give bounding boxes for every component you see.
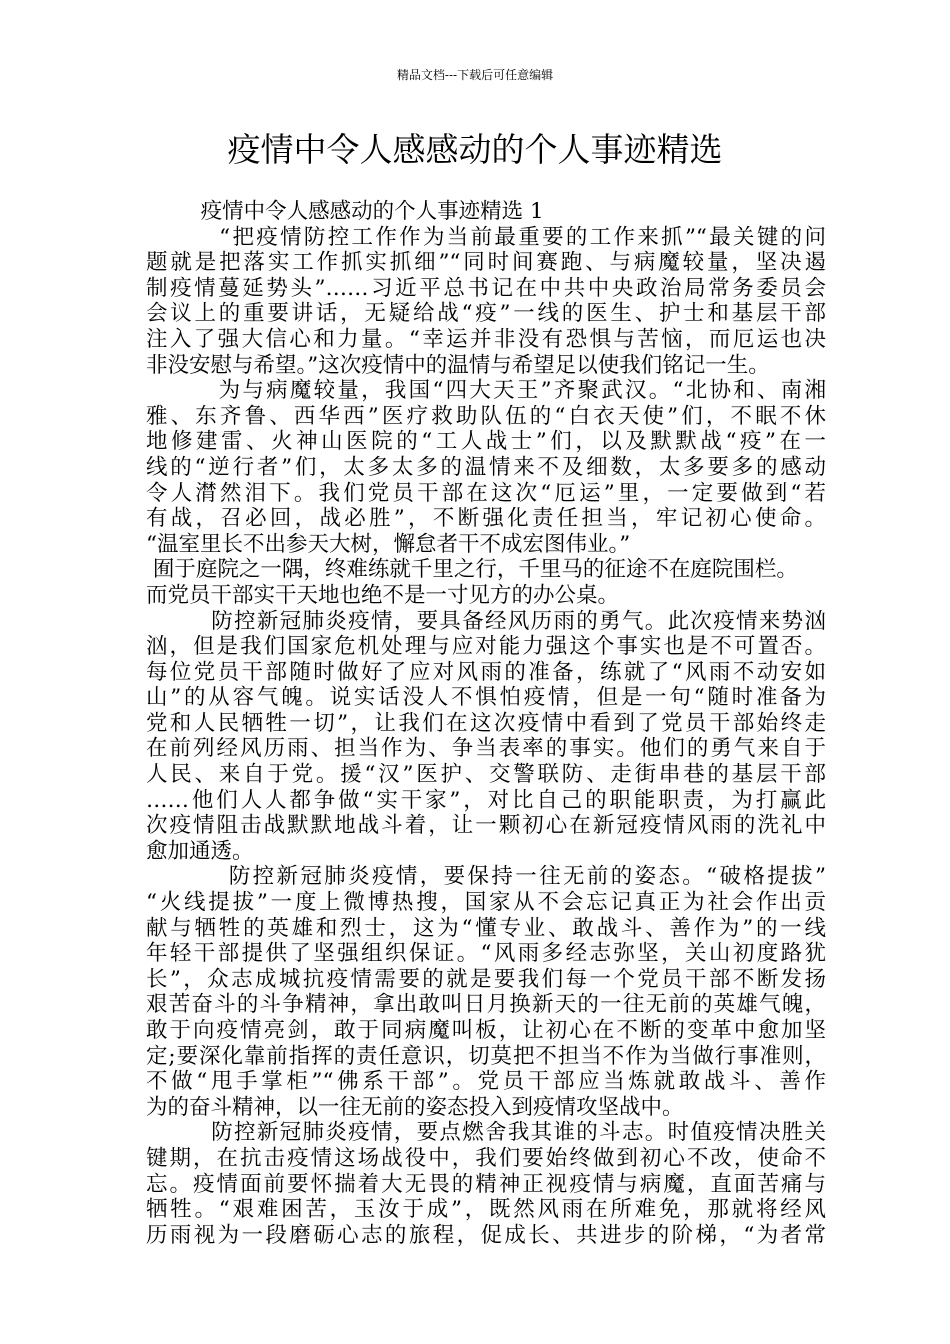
- text-line: 囿于庭院之一隅，终难练就千里之行，千里马的征途不在庭院围栏。: [146, 557, 798, 583]
- text-line: 定;要深化靠前指挥的责任意识，切莫把不担当不作为当做行事准则，: [146, 1043, 826, 1069]
- text-line: 山”的从容气魄。说实话没人不惧怕疫情，但是一句“随时准备为: [146, 685, 826, 711]
- text-line: 历雨视为一段磨砺心志的旅程，促成长、共进步的阶梯，“为者常: [146, 1222, 826, 1248]
- text-line: “温室里长不出参天大树，懈怠者干不成宏图伟业。”: [146, 531, 631, 557]
- text-line: ……他们人人都争做“实干家”，对比自己的职能职责，为打赢此: [146, 787, 826, 813]
- text-line: 不做“甩手掌柜”“佛系干部”。党员干部应当炼就敢战斗、善作: [146, 1069, 826, 1095]
- text-line: 有战，召必回，战必胜”，不断强化责任担当，牢记初心使命。: [146, 506, 826, 532]
- text-line: 献与牺牲的英雄和烈士，这为“懂专业、敢战斗、善作为”的一线: [146, 915, 826, 941]
- text-line: 会议上的重要讲话，无疑给战“疫”一线的医生、护士和基层干部: [146, 301, 826, 327]
- text-line: 线的“逆行者”们，太多太多的温情来不及细数，太多要多的感动: [146, 454, 826, 480]
- text-line: 年轻干部提供了坚强组织保证。“风雨多经志弥坚，关山初度路犹: [146, 941, 826, 967]
- text-line: 注入了强大信心和力量。“幸运并非没有恐惧与苦恼，而厄运也决: [146, 326, 826, 352]
- body-text: [146, 199, 826, 1248]
- text-line: 雅、东齐鲁、西华西”医疗救助队伍的“白衣天使”们，不眠不休: [146, 403, 826, 429]
- header-note: 精品文档---下载后可任意编辑: [396, 68, 554, 82]
- text-line: 敢于向疫情亮剑，敢于同病魔叫板，让初心在不断的变革中愈加坚: [146, 1018, 826, 1043]
- text-line: 防控新冠肺炎疫情，要点燃舍我其谁的斗志。时值疫情决胜关: [146, 1120, 826, 1146]
- text-line: 非没安慰与希望。”这次疫情中的温情与希望足以使我们铭记一生。: [146, 352, 770, 378]
- text-line: 次疫情阻击战默默地战斗着，让一颗初心在新冠疫情风雨的洗礼中: [146, 813, 826, 839]
- text-line: 牺牲。“艰难困苦，玉汝于成”，既然风雨在所难免，那就将经风: [146, 1197, 826, 1223]
- document-title: 疫情中令人感感动的个人事迹精选: [227, 130, 723, 169]
- text-line: 键期，在抗击疫情这场战役中，我们要始终做到初心不改，使命不: [146, 1145, 826, 1171]
- text-line: 愈加通透。: [146, 838, 254, 864]
- text-line: 制疫情蔓延势头”……习近平总书记在中共中央政治局常务委员会: [146, 275, 826, 301]
- text-line: 题就是把落实工作抓实抓细”“同时间赛跑、与病魔较量，坚决遏: [146, 250, 826, 276]
- text-line: 防控新冠肺炎疫情，要保持一往无前的姿态。“破格提拔”: [146, 864, 826, 890]
- text-line: 忘。疫情面前要怀揣着大无畏的精神正视疫情与病魔，直面苦痛与: [146, 1171, 826, 1197]
- text-line: 汹，但是我们国家危机处理与应对能力强这个事实也是不可置否。: [146, 634, 826, 660]
- text-line: 令人潸然泪下。我们党员干部在这次“厄运”里，一定要做到“若: [146, 480, 826, 506]
- text-line: 每位党员干部随时做好了应对风雨的准备，练就了“风雨不动安如: [146, 659, 826, 685]
- text-line: 为与病魔较量，我国“四大天王”齐聚武汉。“北协和、南湘: [146, 378, 826, 404]
- text-line: 地修建雷、火神山医院的“工人战士”们，以及默默战“疫”在一: [146, 429, 826, 455]
- text-line: 防控新冠肺炎疫情，要具备经风历雨的勇气。此次疫情来势汹: [146, 608, 826, 634]
- text-line: 疫情中令人感感动的个人事迹精选 1: [146, 199, 544, 224]
- text-line: 人民、来自于党。援“汉”医护、交警联防、走街串巷的基层干部: [146, 762, 826, 788]
- text-line: 在前列经风历雨、担当作为、争当表率的事实。他们的勇气来自于: [146, 736, 826, 762]
- text-line: “把疫情防控工作作为当前最重要的工作来抓”“最关键的问: [146, 224, 826, 250]
- text-line: 长”，众志成城抗疫情需要的就是要我们每一个党员干部不断发扬: [146, 966, 826, 992]
- text-line: 党和人民牺牲一切”，让我们在这次疫情中看到了党员干部始终走: [146, 710, 826, 736]
- text-line: 为的奋斗精神，以一往无前的姿态投入到疫情攻坚战中。: [146, 1094, 684, 1120]
- text-line: “火线提拔”一度上微博热搜，国家从不会忘记真正为社会作出贡: [146, 890, 826, 916]
- text-line: 而党员干部实干天地也绝不是一寸见方的办公桌。: [146, 582, 620, 608]
- text-line: 艰苦奋斗的斗争精神，拿出敢叫日月换新天的一往无前的英雄气魄，: [146, 992, 826, 1018]
